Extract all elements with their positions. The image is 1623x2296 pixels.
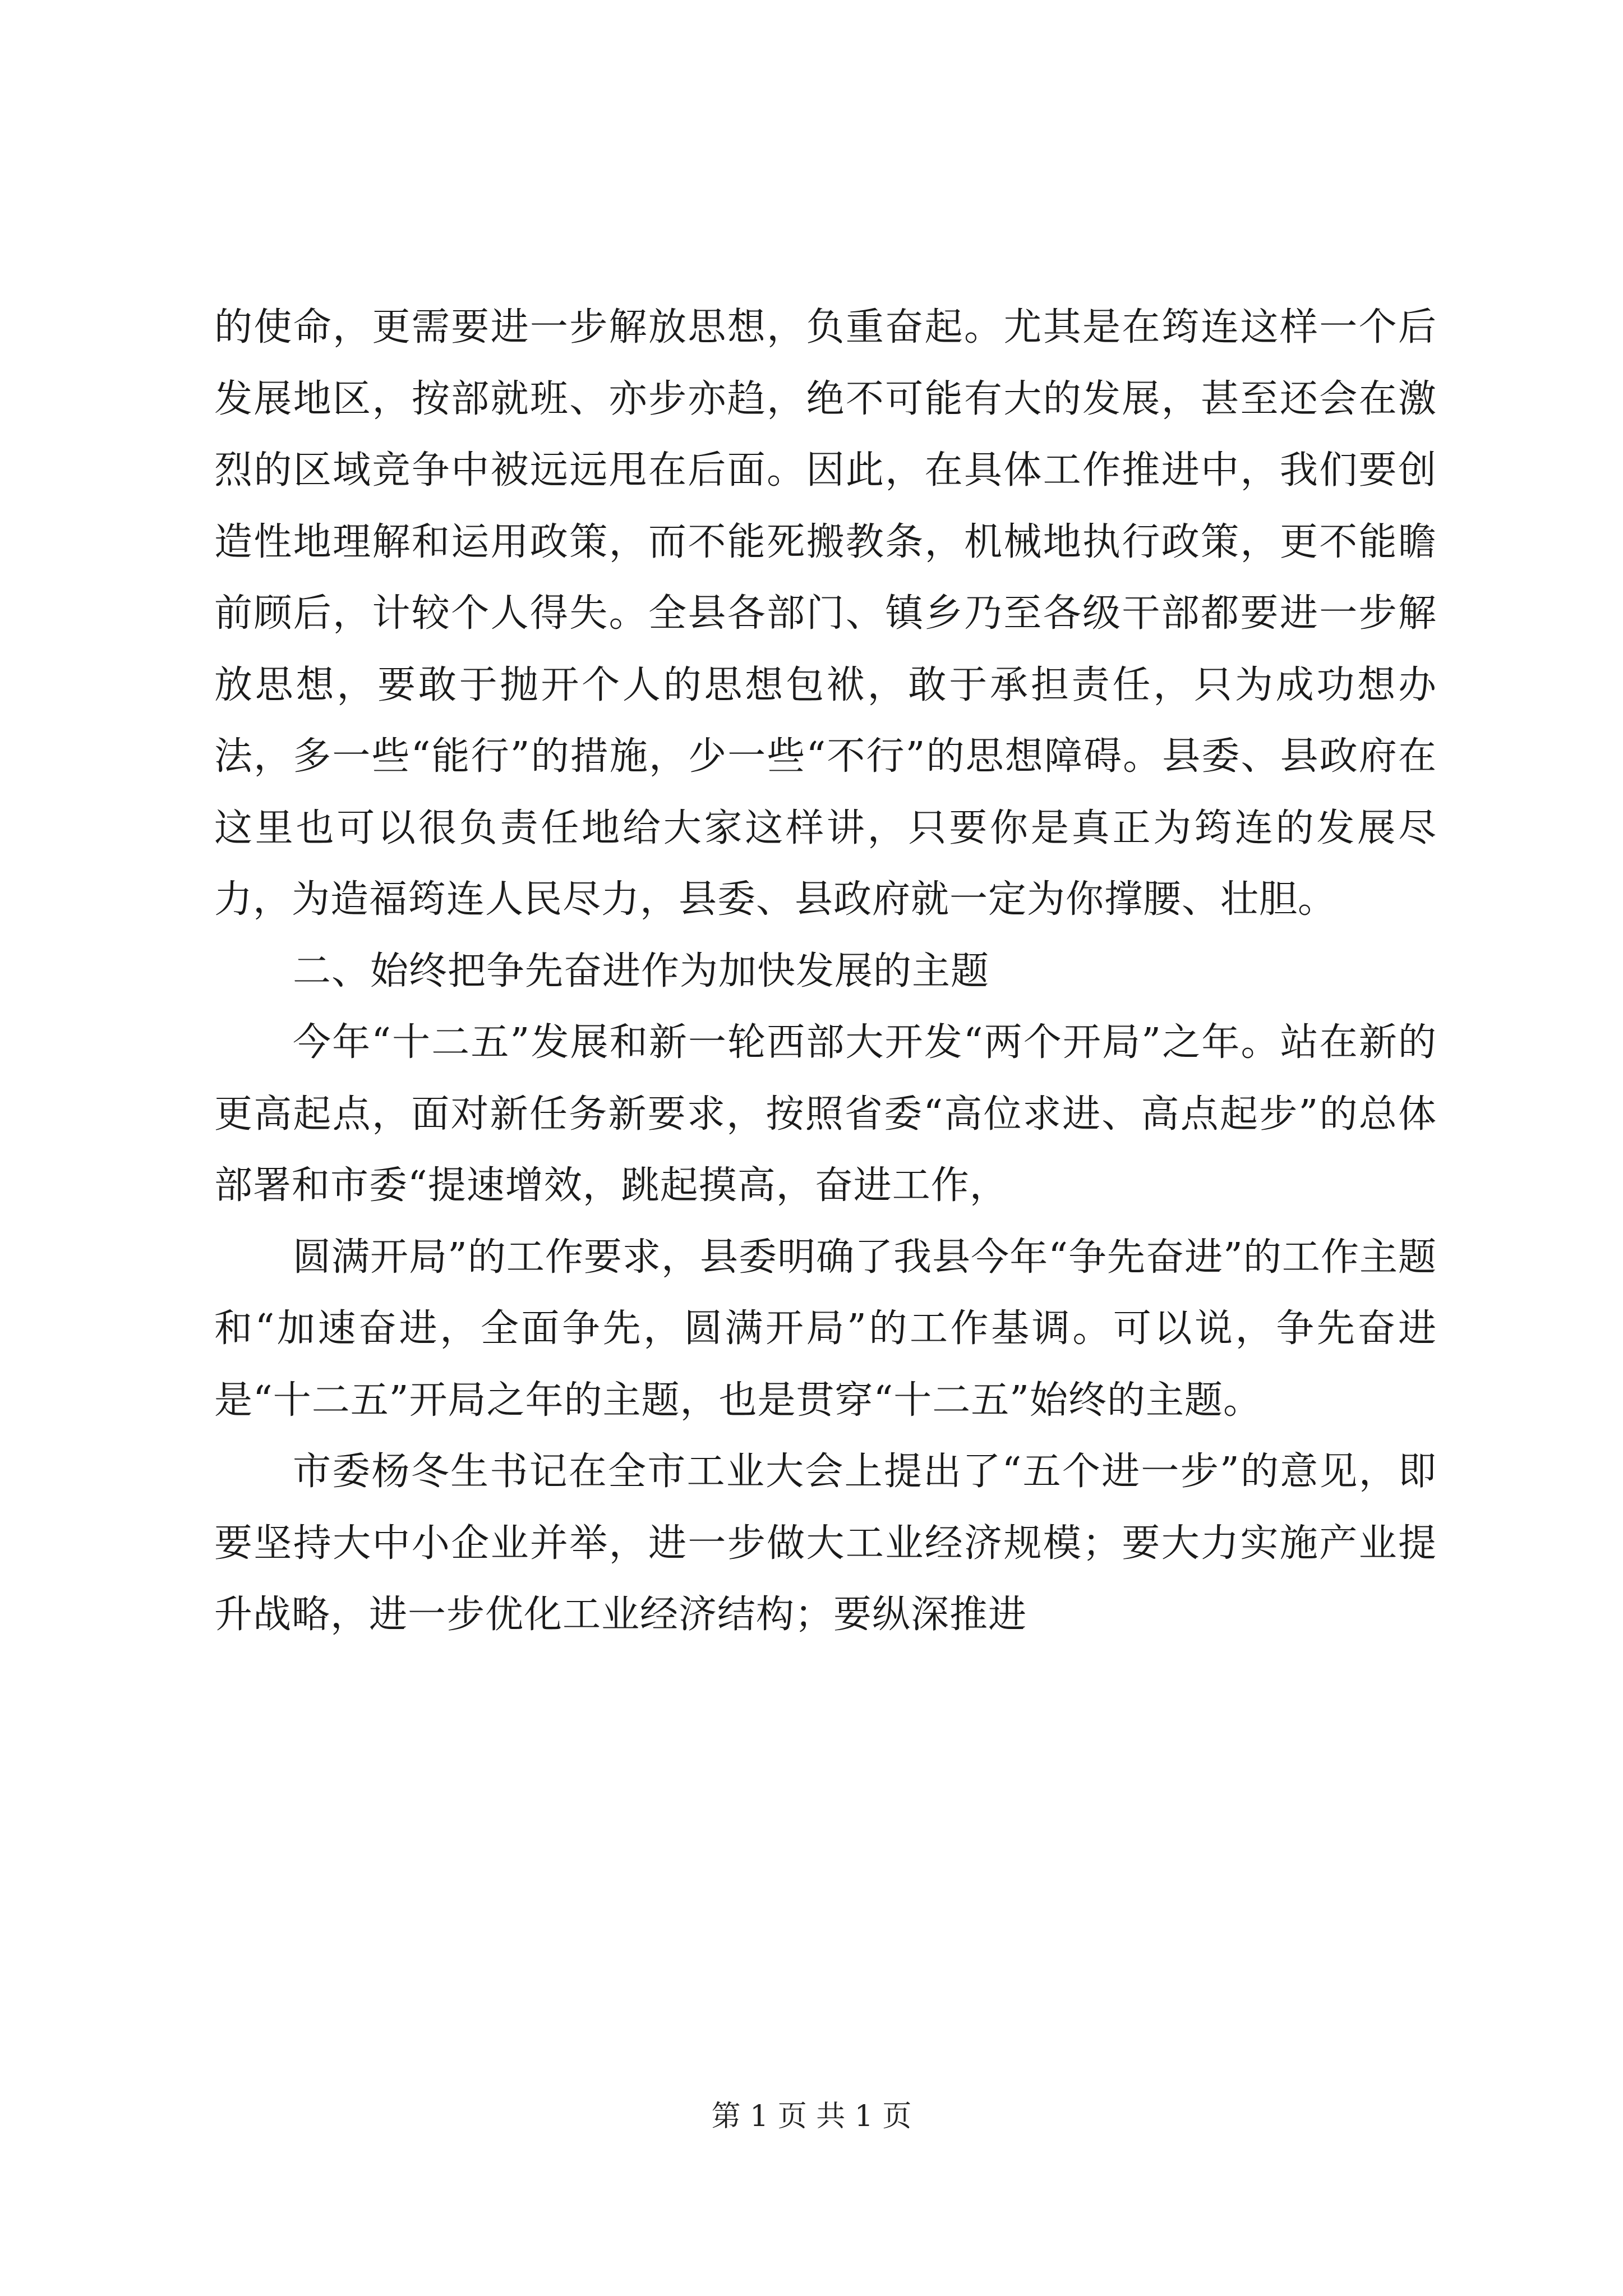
paragraph-1: 的使命，更需要进一步解放思想，负重奋起。尤其是在筠连这样一个后发展地区，按部就班、亦步亦趋，绝不可能有大的发展，甚至还会在激烈的区域竞争中被远远甩在后面。因此，在具体工作推进中，我们要创造性地理解和运用政策，而不能死搬教条，机械地执行政策，更不能瞻前顾后，计较个人得失。全县各部门、镇乡乃至各级干部都要进一步解放思想，要敢于抛开个人的思想包袱，敢于承担责任，只为成功想办法，多一些“能行”的措施，少一些“不行”的思想障碍。县委、县政府在这里也可以很负责任地给大家这样讲，只要你是真正为筠连的发展尽力，为造福筠连人民尽力，县委、县政府就一定为你撑腰、壮胆。: [214, 305, 1437, 922]
document-body: [214, 292, 1437, 1651]
section-heading: 二、始终把争先奋进作为加快发展的主题: [293, 949, 990, 993]
paragraph-4: 市委杨冬生书记在全市工业大会上提出了“五个进一步”的意见，即要坚持大中小企业并举，进一步做大工业经济规模；要大力实施产业提升战略，进一步优化工业经济结构；要纵深推进: [214, 1450, 1437, 1637]
paragraph-2: 今年“十二五”发展和新一轮西部大开发“两个开局”之年。站在新的更高起点，面对新任务新要求，按照省委“高位求进、高点起步”的总体部署和市委“提速增效，跳起摸高，奋进工作，: [214, 1020, 1437, 1208]
page-footer: 第 1 页 共 1 页: [711, 2100, 912, 2133]
paragraph-3: 圆满开局”的工作要求，县委明确了我县今年“争先奋进”的工作主题和“加速奋进，全面争先，圆满开局”的工作基调。可以说，争先奋进是“十二五”开局之年的主题，也是贯穿“十二五”始终的主题。: [214, 1235, 1437, 1423]
